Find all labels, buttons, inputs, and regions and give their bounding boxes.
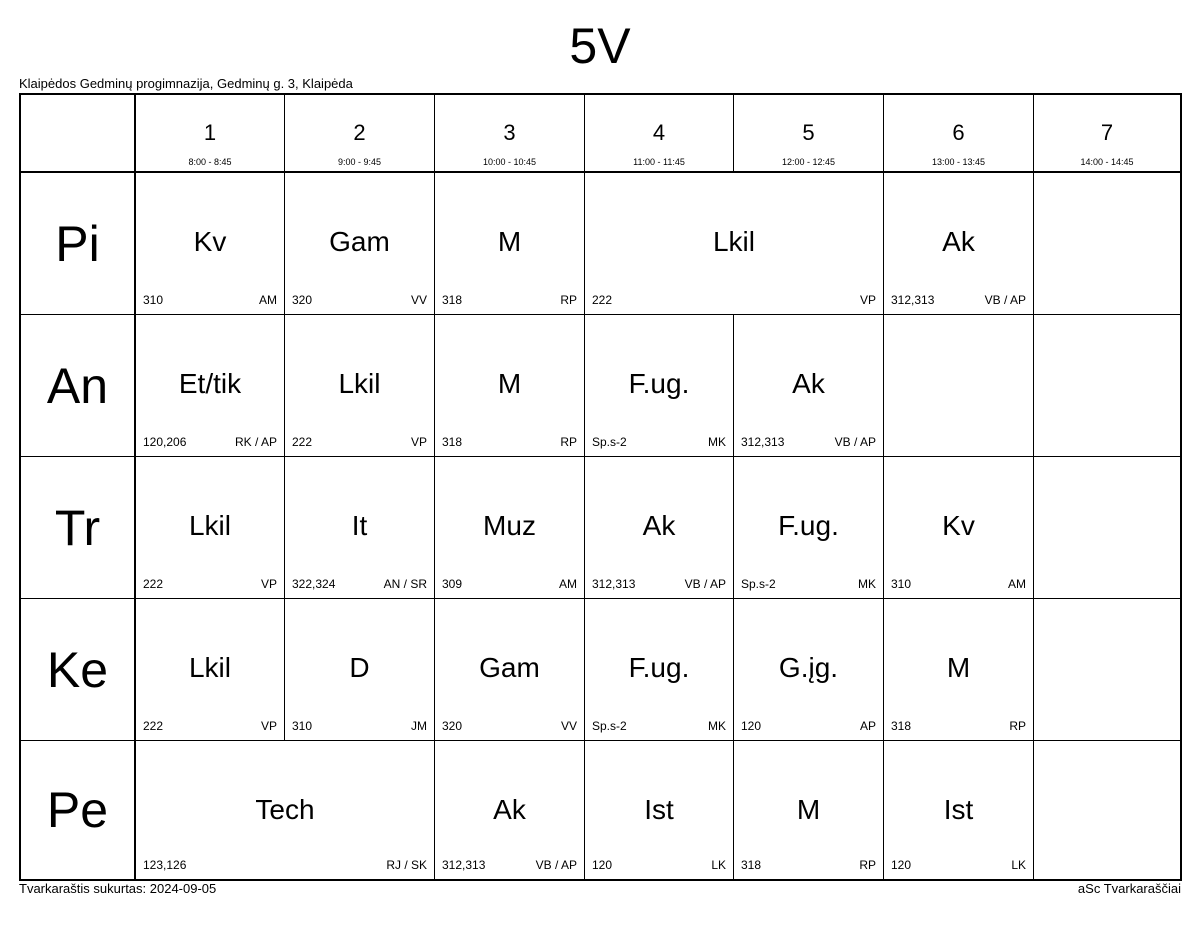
lesson-room: 222 — [592, 293, 613, 307]
page-title: 5V — [569, 18, 631, 74]
lesson-subject: F.ug. — [628, 652, 690, 683]
lesson-teacher: RP — [859, 858, 876, 872]
lesson-room: 312,313 — [741, 435, 785, 449]
lesson-subject: Ak — [642, 510, 676, 541]
day-header — [21, 315, 136, 457]
lesson-room: Sp.s-2 — [592, 435, 627, 449]
period-number: 2 — [353, 120, 366, 145]
lesson-subject: M — [796, 794, 821, 825]
lesson-cell — [585, 315, 734, 457]
lesson-room: 312,313 — [891, 293, 935, 307]
day-header — [21, 599, 136, 741]
lesson-subject: G.įg. — [778, 652, 839, 683]
lesson-subject: D — [349, 652, 370, 683]
lesson-room: 310 — [292, 719, 313, 733]
day-name: Tr — [54, 499, 101, 556]
lesson-teacher: VB / AP — [535, 858, 577, 872]
lesson-cell — [734, 741, 884, 879]
lesson-room: 120 — [741, 719, 762, 733]
period-number: 4 — [652, 120, 666, 145]
lesson-teacher: VP — [260, 577, 277, 591]
lesson-room: 310 — [891, 577, 912, 591]
lesson-subject: Lkil — [338, 368, 381, 399]
period-number: 1 — [203, 120, 217, 145]
lesson-cell — [285, 457, 435, 599]
lesson-teacher: MK — [858, 577, 876, 591]
lesson-teacher: AP — [859, 719, 876, 733]
lesson-teacher: VP — [859, 293, 876, 307]
day-header — [21, 457, 136, 599]
empty-cell — [1034, 741, 1180, 879]
period-time: 10:00 - 10:45 — [482, 157, 537, 167]
lesson-cell — [435, 315, 585, 457]
period-time: 8:00 - 8:45 — [188, 157, 232, 167]
school-name: Klaipėdos Gedminų progimnazija, Gedminų g. 3, Klaipėda — [19, 76, 353, 91]
lesson-teacher: LK — [1011, 858, 1026, 872]
lesson-teacher: LK — [711, 858, 726, 872]
lesson-room: 322,324 — [292, 577, 336, 591]
period-header — [1034, 95, 1180, 173]
lesson-room: 318 — [741, 858, 762, 872]
period-number: 5 — [802, 120, 815, 145]
lesson-cell — [734, 599, 884, 741]
day-name: Ke — [46, 641, 109, 698]
lesson-teacher: VP — [260, 719, 277, 733]
lesson-subject: Et/tik — [178, 368, 242, 399]
lesson-cell — [734, 315, 884, 457]
lesson-teacher: RP — [560, 435, 577, 449]
lesson-room: 320 — [292, 293, 313, 307]
lesson-room: 123,126 — [143, 858, 187, 872]
lesson-room: 310 — [143, 293, 164, 307]
lesson-teacher: AM — [1008, 577, 1026, 591]
lesson-subject: F.ug. — [778, 510, 839, 541]
lesson-room: Sp.s-2 — [592, 719, 627, 733]
lesson-subject: It — [351, 510, 368, 541]
period-number: 6 — [952, 120, 965, 145]
empty-cell — [1034, 173, 1180, 315]
lesson-subject: Ist — [943, 794, 974, 825]
empty-cell — [884, 315, 1034, 457]
lesson-teacher: AM — [559, 577, 577, 591]
lesson-teacher: RJ / SK — [386, 858, 427, 872]
period-time: 14:00 - 14:45 — [1080, 157, 1134, 167]
empty-cell — [1034, 599, 1180, 741]
lesson-subject: Lkil — [188, 652, 231, 683]
lesson-cell — [435, 741, 585, 879]
lesson-subject: Gam — [329, 226, 390, 257]
day-header — [21, 173, 136, 315]
period-time: 11:00 - 11:45 — [633, 157, 685, 167]
period-header — [136, 95, 285, 173]
timetable-grid — [19, 93, 1182, 881]
lesson-cell — [585, 457, 734, 599]
lesson-subject: Muz — [483, 510, 536, 541]
lesson-subject: M — [497, 226, 522, 257]
period-header — [285, 95, 435, 173]
lesson-cell — [585, 599, 734, 741]
lesson-cell — [285, 315, 435, 457]
lesson-cell — [884, 741, 1034, 879]
period-header — [435, 95, 585, 173]
day-name: Pi — [55, 215, 100, 272]
empty-cell — [1034, 457, 1180, 599]
lesson-cell — [435, 599, 585, 741]
lesson-room: 222 — [292, 435, 313, 449]
lesson-room: 312,313 — [442, 858, 486, 872]
lesson-room: 318 — [442, 293, 463, 307]
period-number: 3 — [503, 120, 516, 145]
period-time: 13:00 - 13:45 — [931, 157, 986, 167]
lesson-subject: Ak — [493, 794, 526, 825]
lesson-teacher: VV — [560, 719, 577, 733]
lesson-subject: M — [497, 368, 522, 399]
lesson-cell — [136, 173, 285, 315]
corner-cell — [21, 95, 136, 173]
lesson-teacher: VB / AP — [684, 577, 726, 591]
day-name: Pe — [46, 782, 109, 838]
lesson-subject: Ist — [644, 794, 674, 825]
period-header — [585, 95, 734, 173]
software-credit: aSc Tvarkaraščiai — [1077, 881, 1181, 896]
lesson-subject: F.ug. — [628, 368, 690, 399]
day-header — [21, 741, 136, 879]
lesson-subject: Kv — [193, 226, 227, 257]
lesson-teacher: RP — [1009, 719, 1026, 733]
lesson-teacher: MK — [708, 435, 726, 449]
lesson-room: 222 — [143, 719, 164, 733]
lesson-teacher: AM — [259, 293, 277, 307]
created-date: Tvarkaraštis sukurtas: 2024-09-05 — [19, 881, 217, 896]
lesson-subject: Kv — [942, 510, 975, 541]
lesson-cell — [435, 457, 585, 599]
lesson-teacher: MK — [708, 719, 726, 733]
period-time: 9:00 - 9:45 — [337, 157, 382, 167]
lesson-room: 309 — [442, 577, 463, 591]
lesson-room: 120 — [891, 858, 912, 872]
lesson-cell — [884, 173, 1034, 315]
lesson-cell — [884, 599, 1034, 741]
lesson-teacher: VV — [410, 293, 427, 307]
lesson-teacher: VB / AP — [834, 435, 876, 449]
lesson-subject: Ak — [792, 368, 825, 399]
lesson-teacher: RK / AP — [234, 435, 277, 449]
lesson-cell — [136, 599, 285, 741]
lesson-room: 222 — [143, 577, 164, 591]
lesson-room: 120,206 — [143, 435, 187, 449]
lesson-subject: Tech — [255, 794, 315, 825]
lesson-room: 120 — [592, 858, 613, 872]
period-header — [734, 95, 884, 173]
day-name: An — [46, 357, 109, 414]
lesson-subject: Ak — [942, 226, 975, 257]
lesson-teacher: AN / SR — [383, 577, 427, 591]
lesson-teacher: JM — [411, 719, 427, 733]
lesson-cell — [734, 457, 884, 599]
lesson-subject: M — [946, 652, 971, 683]
lesson-cell — [585, 173, 884, 315]
lesson-room: 318 — [891, 719, 912, 733]
lesson-cell — [435, 173, 585, 315]
lesson-room: Sp.s-2 — [741, 577, 776, 591]
lesson-teacher: RP — [560, 293, 577, 307]
lesson-cell — [136, 741, 435, 879]
lesson-teacher: VP — [410, 435, 427, 449]
lesson-cell — [136, 315, 285, 457]
lesson-subject: Gam — [479, 652, 540, 683]
lesson-room: 312,313 — [592, 577, 636, 591]
lesson-cell — [285, 173, 435, 315]
lesson-teacher: VB / AP — [984, 293, 1026, 307]
period-time: 12:00 - 12:45 — [781, 157, 836, 167]
period-number: 7 — [1100, 120, 1114, 145]
lesson-subject: Lkil — [712, 226, 755, 257]
lesson-room: 320 — [442, 719, 463, 733]
lesson-room: 318 — [442, 435, 463, 449]
empty-cell — [1034, 315, 1180, 457]
period-header — [884, 95, 1034, 173]
lesson-subject: Lkil — [188, 510, 231, 541]
lesson-cell — [136, 457, 285, 599]
lesson-cell — [884, 457, 1034, 599]
lesson-cell — [585, 741, 734, 879]
lesson-cell — [285, 599, 435, 741]
